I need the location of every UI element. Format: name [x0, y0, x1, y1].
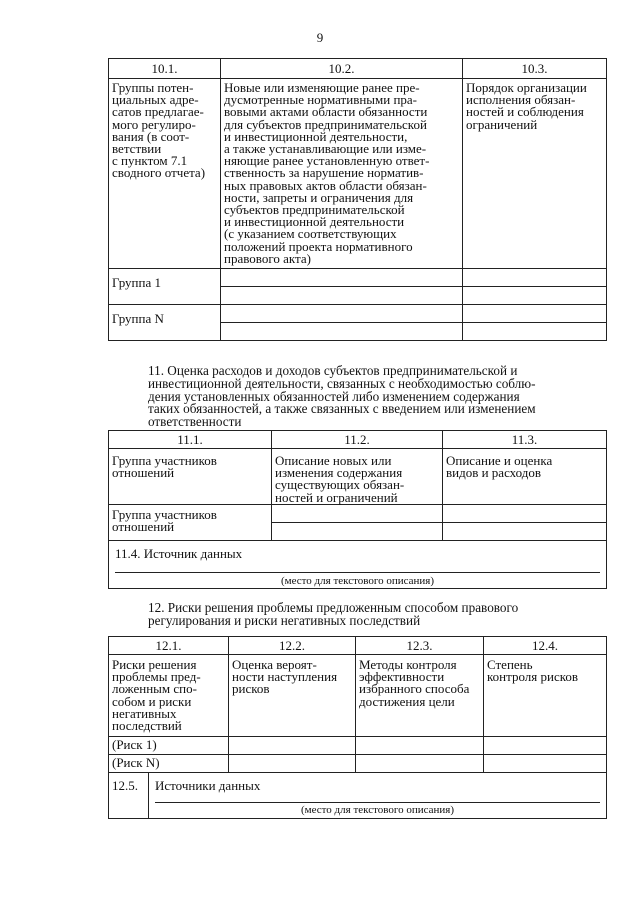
table11-source-label: 11.4. Источник данных [115, 546, 243, 561]
table-cell [221, 269, 463, 287]
table12-header-4: 12.4. [484, 637, 607, 655]
table-cell [272, 505, 443, 523]
table12-header-3: 12.3. [356, 637, 484, 655]
table-cell [463, 269, 607, 287]
table-cell [463, 287, 607, 305]
table12-placeholder: (место для текстового описания) [300, 804, 455, 816]
table12-col2-text: Оценка вероят- ности наступления рисков [229, 655, 356, 737]
section-12-heading: 12. Риски решения проблемы предложенным способом правового регулирования и риски негативных последствий [148, 600, 519, 628]
table-10 [108, 58, 607, 341]
table-cell [484, 755, 607, 773]
table-cell [229, 737, 356, 755]
table12-source-label: Источники данных [155, 778, 261, 793]
table12-col1-text: Риски решения проблемы пред- ложенным спо- собом и риски негативных последствий [109, 655, 229, 737]
table12-header-1: 12.1. [109, 637, 229, 655]
table11-header-3: 11.3. [443, 431, 607, 449]
table12-risk-n: (Риск N) [109, 755, 229, 773]
table-cell [221, 287, 463, 305]
page-number: 9 [316, 30, 324, 45]
table10-header-2: 10.2. [221, 59, 463, 79]
table11-placeholder: (место для текстового описания) [280, 575, 435, 587]
table-12 [108, 636, 607, 819]
table11-row2-label: Группа участников отношений [109, 505, 272, 541]
table12-col3-text: Методы контроля эффективности избранного способа достижения цели [356, 655, 484, 737]
table12-header-2: 12.2. [229, 637, 356, 655]
table12-source-num: 12.5. [109, 773, 149, 819]
table10-group-n: Группа N [109, 305, 221, 341]
table-cell [221, 323, 463, 341]
table-cell [443, 505, 607, 523]
table11-header-2: 11.2. [272, 431, 443, 449]
table-cell [272, 523, 443, 541]
table11-col3-text: Описание и оценка видов и расходов [443, 449, 607, 505]
table10-col1-text: Группы потен- циальных адре- сатов предлагае- мого регулиро- вания (в соот- ветствии с пунктом 7.1 сводного отчета) [109, 79, 221, 269]
table10-header-1: 10.1. [109, 59, 221, 79]
table-cell [229, 755, 356, 773]
table10-group-1: Группа 1 [109, 269, 221, 305]
divider [155, 802, 600, 803]
table-cell [221, 305, 463, 323]
table-cell [443, 523, 607, 541]
table10-col3-text: Порядок организации исполнения обязан- ностей и соблюдения ограничений [463, 79, 607, 269]
table11-col1-text: Группа участников отношений [109, 449, 272, 505]
table12-risk-1: (Риск 1) [109, 737, 229, 755]
table-cell [356, 755, 484, 773]
table10-col2-text: Новые или изменяющие ранее пре- дусмотренные нормативными пра- вовыми актами области обязанности для субъектов предпринимательской и инвестиционной деятельности, а также устанавливающие или изме- няющие ранее установленную ответ- ственность за нарушение норматив- ных правовых актов области обязан- ности, запреты и ограничения для субъектов предпринимательской и инвестиционной деятельности (с указанием соответствующих положений проекта нормативного правового акта) [221, 79, 463, 269]
table10-header-3: 10.3. [463, 59, 607, 79]
table-cell [463, 323, 607, 341]
table12-source-cell [149, 773, 607, 819]
divider [115, 572, 600, 573]
table11-col2-text: Описание новых или изменения содержания существующих обязан- ностей и ограничений [272, 449, 443, 505]
table11-source-cell [109, 541, 607, 589]
table-cell [484, 737, 607, 755]
table-cell [463, 305, 607, 323]
section-11-heading: 11. Оценка расходов и доходов субъектов предпринимательской и инвестиционной деятельности, связанных с необходимостью соблю- дения установленных обязанностей либо изменением содержания таких обязанностей, а также связанных с введением или изменением ответственности [148, 363, 536, 430]
table11-header-1: 11.1. [109, 431, 272, 449]
table-11 [108, 430, 607, 589]
table-cell [356, 737, 484, 755]
table12-col4-text: Степень контроля рисков [484, 655, 607, 737]
